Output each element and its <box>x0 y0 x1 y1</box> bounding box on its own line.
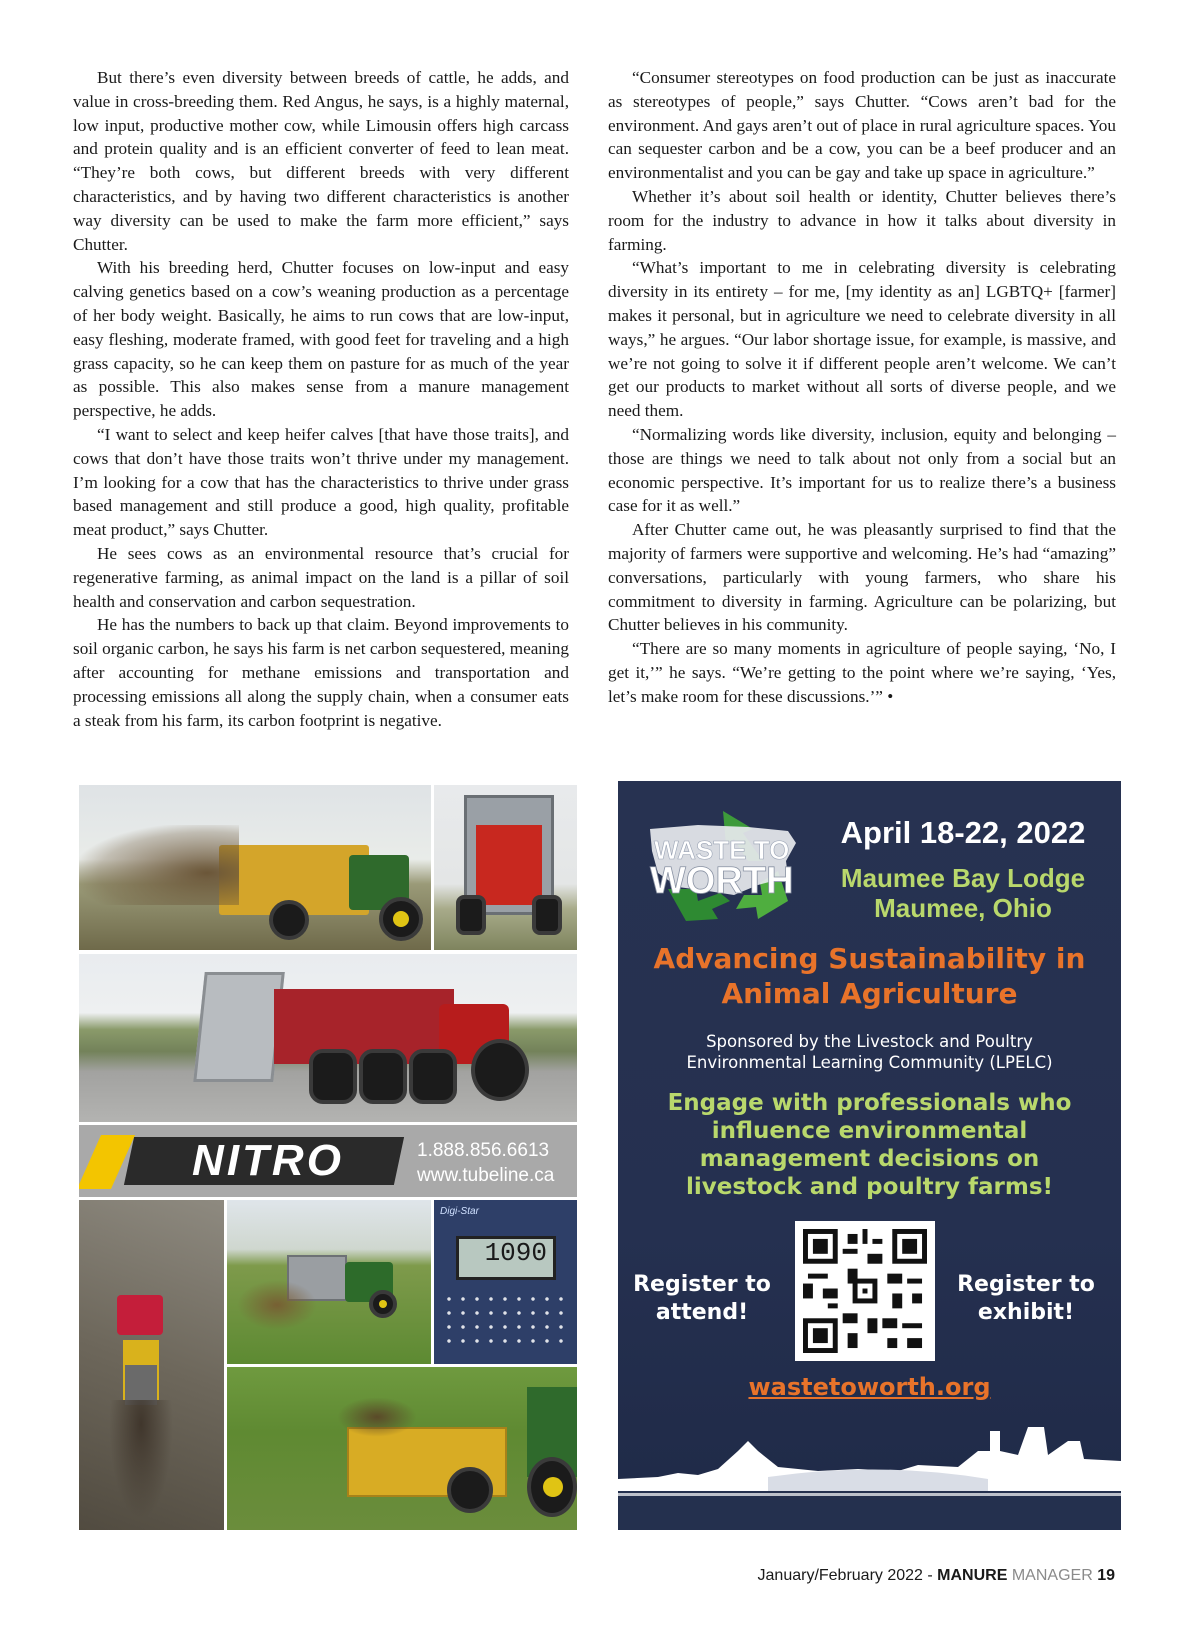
qr-code-pattern <box>803 1229 927 1353</box>
article-paragraph: “Normalizing words like diversity, inclusion, equity and belonging – those are things we need to talk about not only from a social but an economic perspective. It’s important for us to realize there’s a business case for it as well.” <box>608 424 1116 516</box>
digi-star-scale-photo <box>434 1200 577 1364</box>
wtw-website-link[interactable]: wastetoworth.org <box>748 1373 991 1401</box>
nitro-phone: 1.888.856.6613 <box>417 1140 550 1161</box>
register-exhibit-text[interactable]: Register to exhibit! <box>957 1272 1095 1325</box>
article-paragraph: He has the numbers to back up that claim. Beyond improvements to soil organic carbon, he says his farm is net carbon sequestered, meaning after accounting for methane emissions and transportation and processing emissions all along the supply chain, when a consumer eats a steak from his farm, its carbon footprint is negative. <box>73 615 569 730</box>
register-attend-text[interactable]: Register to attend! <box>633 1272 771 1325</box>
scale-brand: Digi-Star <box>440 1206 479 1217</box>
article-paragraph: “I want to select and keep heifer calves [that have those traits], and cows that don’t have those traits won’t thrive under my management. I’m looking for a cow that has the characteristics to thrive under grass based management and still produce a good, high quality, profitable meat product,” says Chutter. <box>73 424 569 540</box>
page-number: 19 <box>1097 1567 1115 1584</box>
issue-date: January/February 2022 - <box>757 1567 933 1584</box>
waste-to-worth-advertisement[interactable] <box>618 781 1121 1530</box>
event-dates: April 18-22, 2022 <box>840 815 1086 850</box>
nitro-banner <box>79 1125 577 1197</box>
qr-code[interactable] <box>795 1221 935 1361</box>
yellow-spreader-photo <box>227 1367 577 1530</box>
nitro-logo: NITRO <box>192 1136 344 1185</box>
magazine-name-bold: MANURE <box>937 1567 1008 1584</box>
sponsor-text: Sponsored by the Livestock and Poultry Environmental Learning Community (LPELC) <box>686 1032 1053 1072</box>
article-column-right <box>608 66 1116 709</box>
article-paragraph: But there’s even diversity between breeds of cattle, he adds, and value in cross-breeding them. Red Angus, he says, is a highly maternal, low input, productive mother cow, while Limousin offers high carcass and protein quality and is an efficient converter of feed to lean meat. “They’re both cows, but different breeds with very different characteristics, and by having two different characteristics is another way diversity can be used to make the farm more efficient,” says Chutter. <box>73 68 569 254</box>
article-paragraph: With his breeding herd, Chutter focuses on low-input and easy calving genetics based on a cow’s weaning production as a percentage of her body weight. Basically, he aims to run cows that are low-input, easy fleshing, moderate framed, with good feet for traveling and a high grass capacity, so he can keep them on pasture for as much of the year as possible. This also makes sense from a manure management perspective, he adds. <box>73 258 569 421</box>
article-paragraph: “What’s important to me in celebrating diversity is celebrating diversity in its entirety – for me, [my identity as an] LGBTQ+ [farmer] makes it personal, but in agriculture we need to celebrate diversity in all ways,” he argues. “Our labor shortage issue, for example, is massive, and we’re not going to solve it if different people aren’t welcome. We can’t get our products to market without all sorts of diverse people, and we need them. <box>608 258 1116 421</box>
aerial-tractor-photo <box>79 1200 224 1530</box>
article-paragraph: Whether it’s about soil health or identity, Chutter believes there’s room for the industry to advance in how it talks about diversity in farming. <box>608 186 1116 254</box>
scale-display <box>456 1236 556 1280</box>
magazine-name-light: MANAGER <box>1011 1567 1093 1584</box>
green-tractor-spreading-photo <box>227 1200 431 1364</box>
logo-text-top: WASTE TO <box>654 835 790 865</box>
article-paragraph: After Chutter came out, he was pleasantly surprised to find that the majority of farmers were supportive and welcoming. He’s had “amazing” conversations, particularly with young farmers, who share his commitment to diversity in farming. Agriculture can be polarizing, but Chutter believes in his community. <box>608 520 1116 635</box>
article-paragraph: He sees cows as an environmental resource that’s crucial for regenerative farming, as animal impact on the land is a pillar of soil health and conservation and carbon sequestration. <box>73 543 569 611</box>
nitro-website-link[interactable]: www.tubeline.ca <box>417 1165 555 1186</box>
article-paragraph: “There are so many moments in agriculture of people saying, ‘No, I get it,’” he says. “We’re getting to the point where we’re saying, ‘Yes, let’s make room for these discussions.’” • <box>608 639 1116 706</box>
engage-text: Engage with professionals who influence environmental management decisions on livestock and poultry farms! <box>667 1090 1072 1200</box>
spreader-rear-photo <box>434 785 577 950</box>
article-paragraph: “Consumer stereotypes on food production can be just as inaccurate as stereotypes of people,” says Chutter. “Cows aren’t bad for the environment. And gays aren’t out of place in rural agriculture spaces. You can sequester carbon and be a cow, you can be a beef producer and an environmentalist and you can be gay and take up space in agriculture.” <box>608 68 1116 183</box>
ad-headline: Advancing Sustainability in Animal Agriculture <box>653 942 1086 1010</box>
spreader-field-photo <box>79 785 431 950</box>
article-column-left <box>73 66 569 732</box>
page-footer <box>740 1567 1115 1585</box>
scale-reading: 1090 <box>484 1238 547 1268</box>
city-skyline-illustration <box>618 1421 1121 1530</box>
logo-text-bottom: WORTH <box>650 860 794 902</box>
event-city: Maumee, Ohio <box>874 893 1052 923</box>
red-spreader-photo <box>79 954 577 1122</box>
nitro-advertisement[interactable] <box>79 785 577 1530</box>
event-venue: Maumee Bay Lodge <box>840 863 1086 893</box>
waste-to-worth-logo <box>638 801 808 929</box>
scale-keypad <box>442 1292 570 1352</box>
